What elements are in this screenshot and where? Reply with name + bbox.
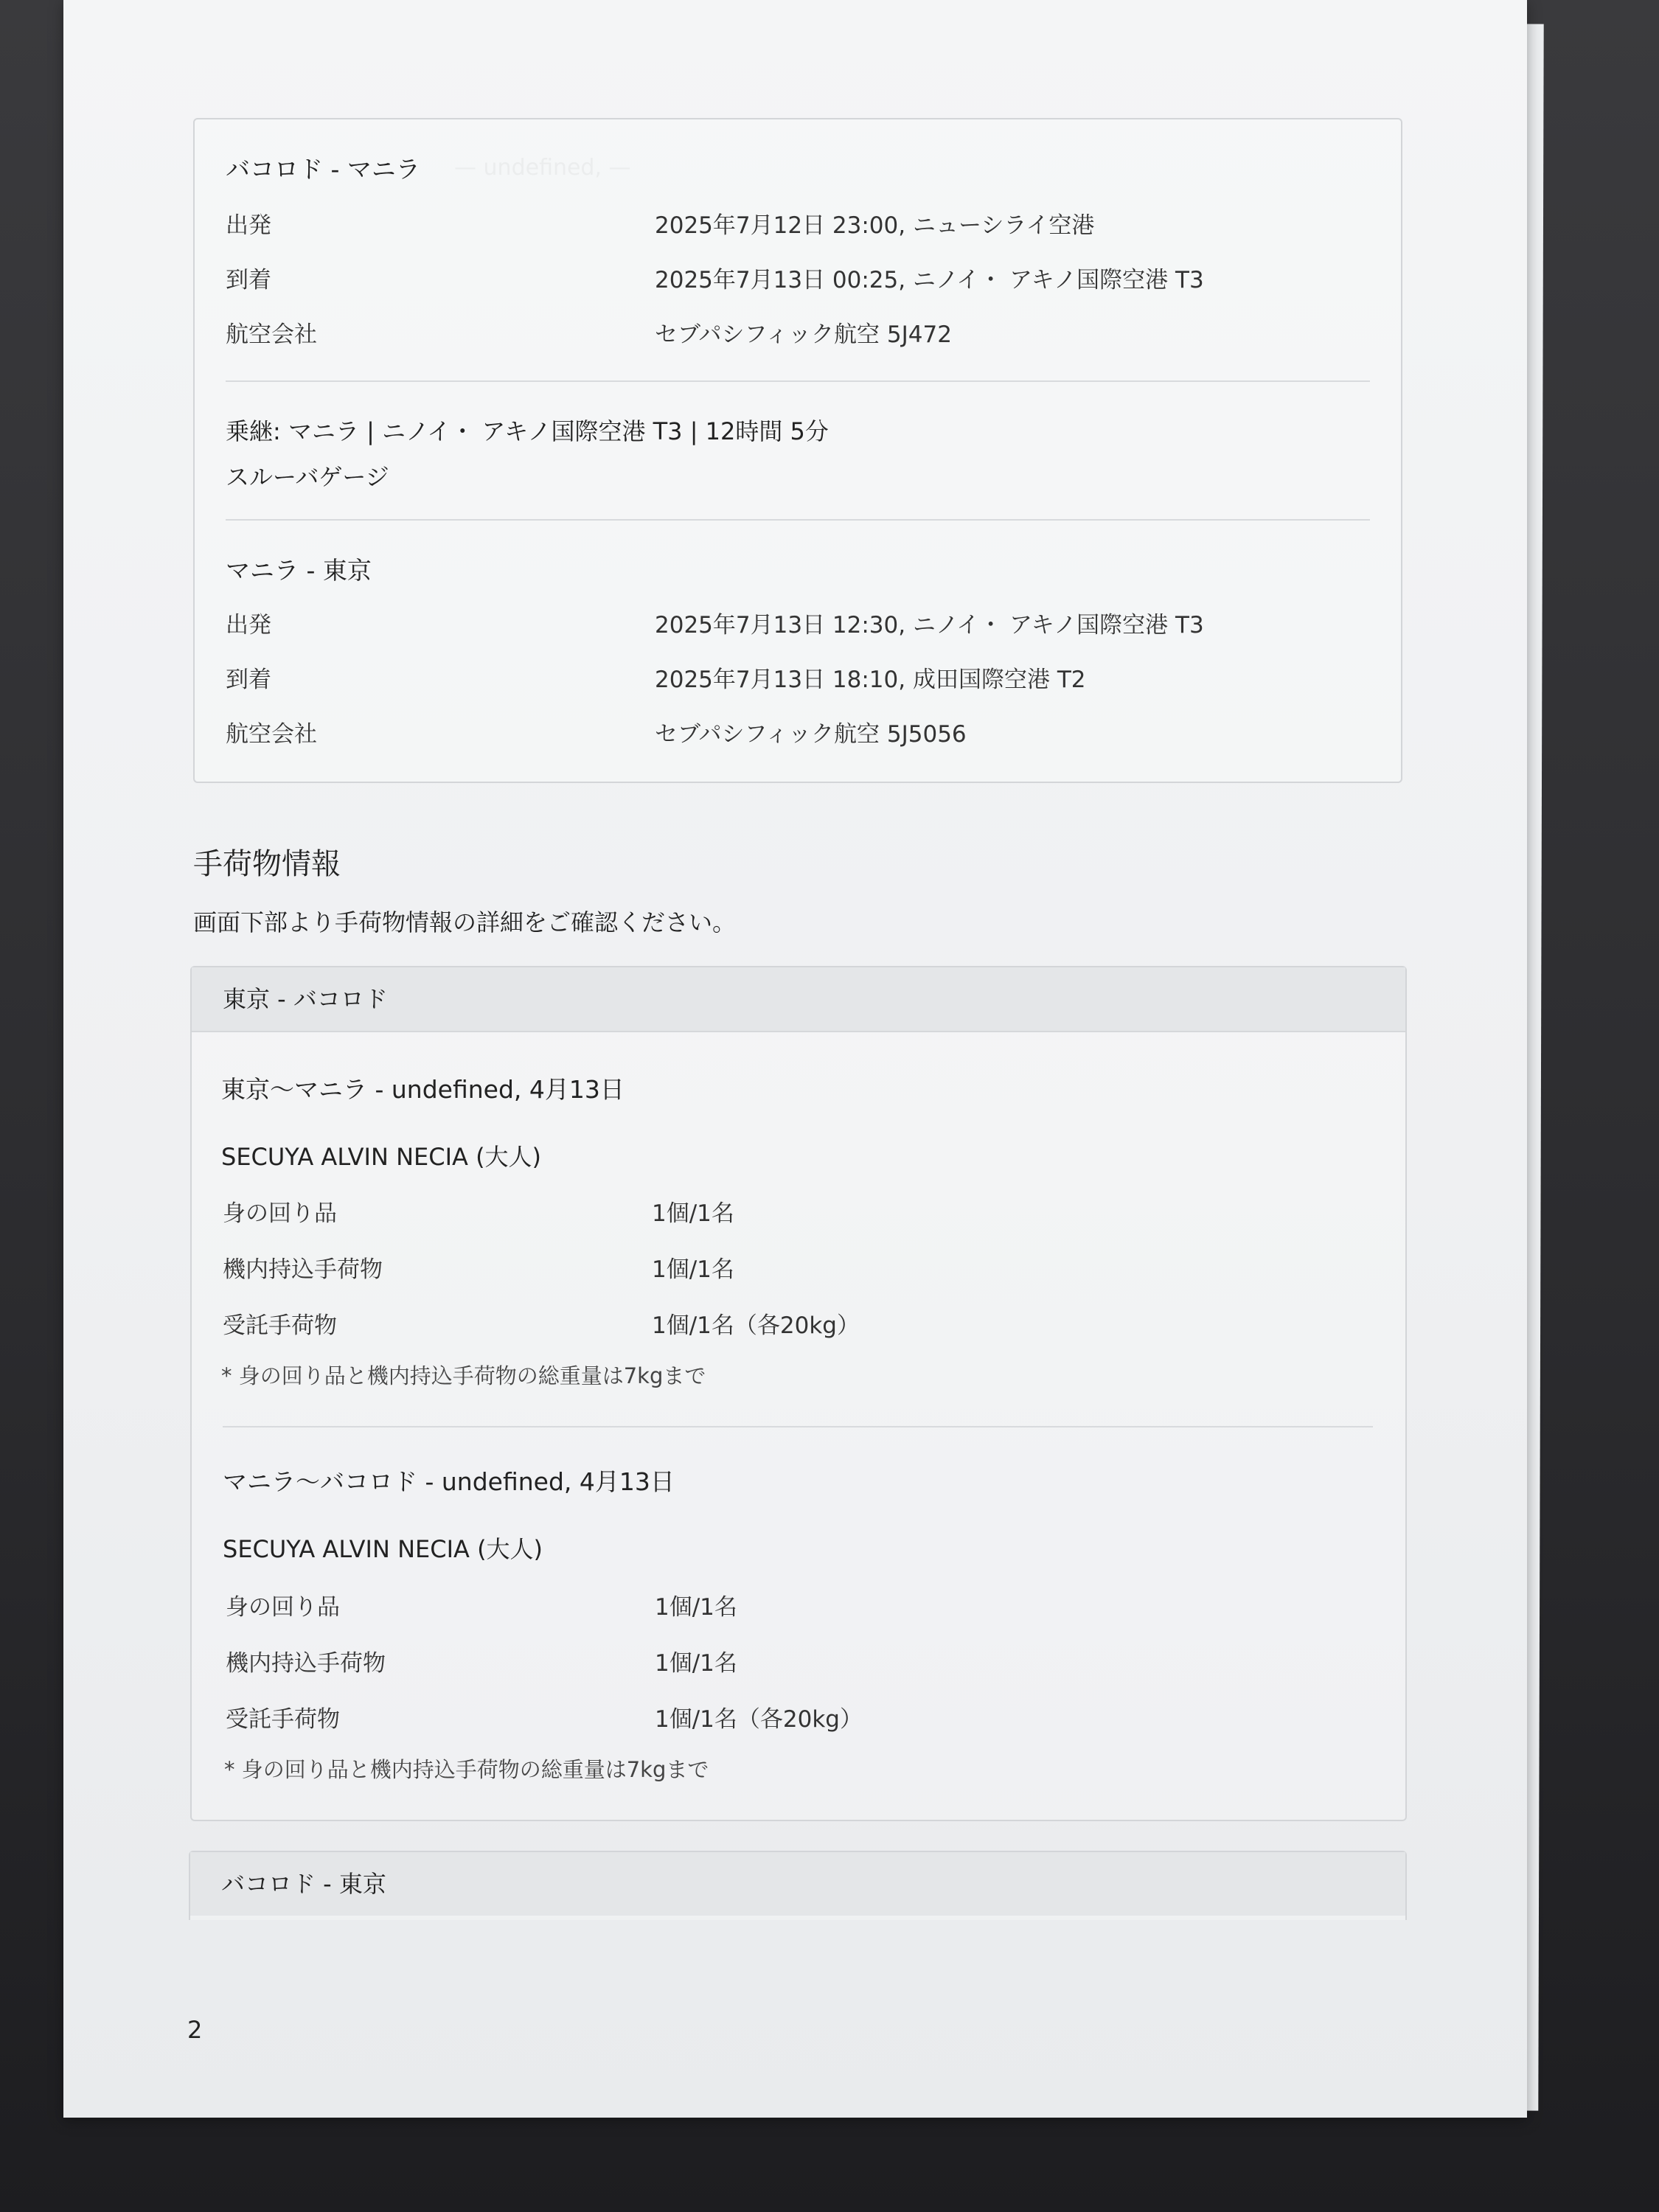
page-number: 2 bbox=[187, 2016, 203, 2044]
arrival-value: 2025年7月13日 00:25, ニノイ・ アキノ国際空港 T3 bbox=[655, 267, 1204, 293]
airline-label: 航空会社 bbox=[226, 721, 317, 748]
segment-title: マニラ - 東京 bbox=[226, 556, 372, 585]
carry-on-label: 機内持込手荷物 bbox=[223, 1256, 383, 1283]
document-page bbox=[63, 0, 1527, 2118]
checked-baggage-value: 1個/1名（各20kg） bbox=[652, 1312, 860, 1339]
divider bbox=[223, 1426, 1373, 1427]
divider bbox=[226, 519, 1370, 521]
baggage-card-bacolod-tokyo bbox=[189, 1851, 1407, 1920]
carry-on-value: 1個/1名 bbox=[655, 1650, 737, 1677]
passenger-name: SECUYA ALVIN NECIA (大人) bbox=[223, 1535, 543, 1563]
departure-label: 出発 bbox=[226, 612, 271, 639]
carry-on-value: 1個/1名 bbox=[652, 1256, 734, 1283]
checked-baggage-value: 1個/1名（各20kg） bbox=[655, 1706, 863, 1733]
baggage-card-tokyo-bacolod bbox=[190, 966, 1407, 1821]
personal-item-value: 1個/1名 bbox=[655, 1594, 737, 1621]
airline-label: 航空会社 bbox=[226, 321, 317, 348]
card-header: 東京 - バコロド bbox=[192, 967, 1405, 1032]
arrival-label: 到着 bbox=[226, 267, 271, 293]
checked-baggage-label: 受託手荷物 bbox=[223, 1312, 337, 1339]
segment-title: バコロド - マニラ bbox=[226, 155, 420, 184]
card-header: バコロド - 東京 bbox=[190, 1852, 1405, 1916]
personal-item-label: 身の回り品 bbox=[223, 1200, 337, 1227]
checked-baggage-label: 受託手荷物 bbox=[226, 1706, 340, 1733]
personal-item-label: 身の回り品 bbox=[226, 1594, 340, 1621]
divider bbox=[226, 380, 1370, 382]
baggage-intro: 画面下部より手荷物情報の詳細をご確認ください。 bbox=[193, 908, 737, 936]
weight-note: * 身の回り品と機内持込手荷物の総重量は7kgまで bbox=[221, 1363, 706, 1388]
airline-value: セブパシフィック航空 5J472 bbox=[655, 321, 952, 348]
passenger-name: SECUYA ALVIN NECIA (大人) bbox=[221, 1143, 542, 1171]
through-baggage: スルーバゲージ bbox=[226, 463, 389, 491]
personal-item-value: 1個/1名 bbox=[652, 1200, 734, 1227]
arrival-label: 到着 bbox=[226, 667, 271, 693]
leg-title: 東京～マニラ - undefined, 4月13日 bbox=[221, 1075, 625, 1104]
carry-on-label: 機内持込手荷物 bbox=[226, 1650, 386, 1677]
arrival-value: 2025年7月13日 18:10, 成田国際空港 T2 bbox=[655, 667, 1086, 693]
departure-value: 2025年7月12日 23:00, ニューシライ空港 bbox=[655, 212, 1095, 239]
flight-itinerary-card bbox=[193, 118, 1402, 783]
departure-value: 2025年7月13日 12:30, ニノイ・ アキノ国際空港 T3 bbox=[655, 612, 1204, 639]
layover-info: 乗継: マニラ | ニノイ・ アキノ国際空港 T3 | 12時間 5分 bbox=[226, 417, 829, 445]
leg-title: マニラ～バコロド - undefined, 4月13日 bbox=[223, 1467, 675, 1496]
weight-note: * 身の回り品と機内持込手荷物の総重量は7kgまで bbox=[224, 1757, 709, 1782]
baggage-heading: 手荷物情報 bbox=[193, 847, 341, 881]
departure-label: 出発 bbox=[226, 212, 271, 239]
airline-value: セブパシフィック航空 5J5056 bbox=[655, 721, 967, 748]
